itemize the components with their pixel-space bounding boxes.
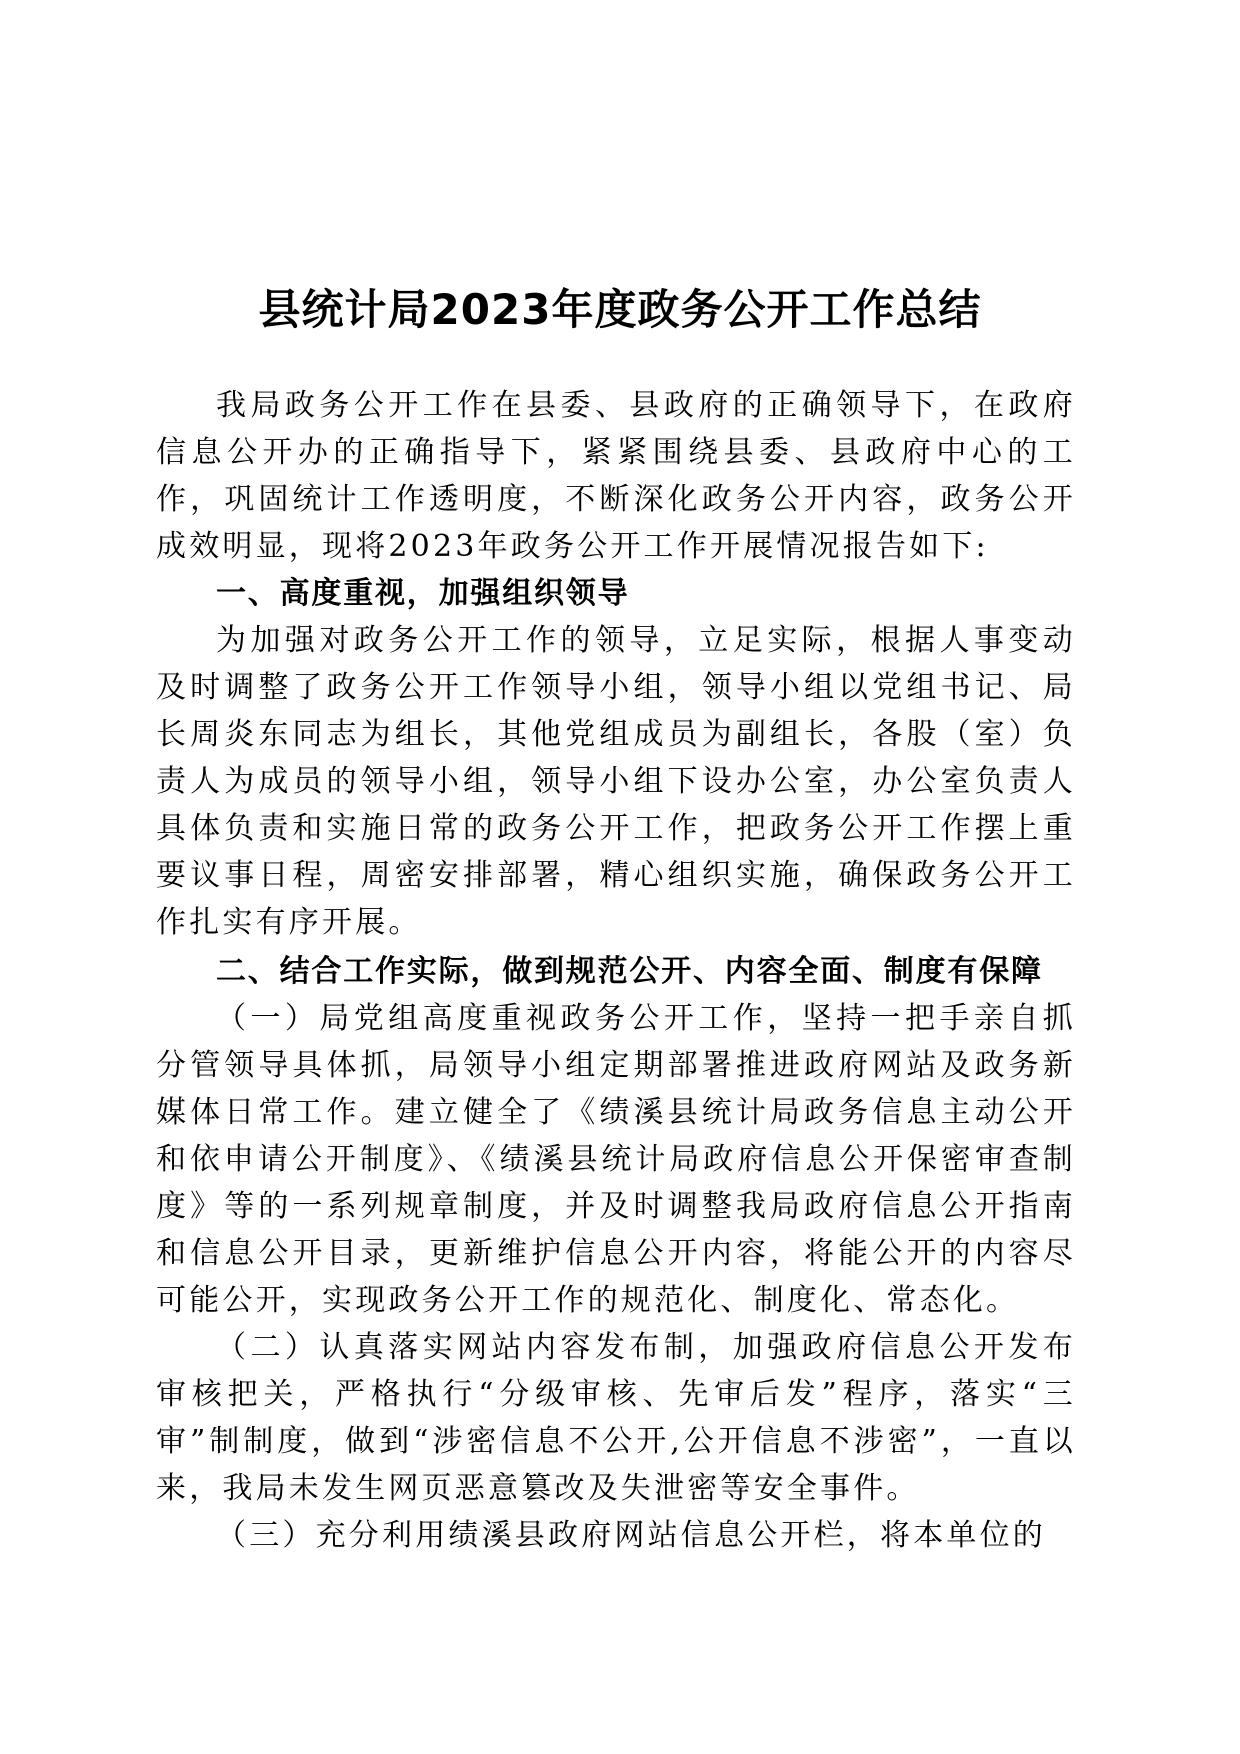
section-2-item-3: （三）充分利用绩溪县政府网站信息公开栏，将本单位的	[216, 1518, 1046, 1553]
section-2-item-1: （一）局党组高度重视政务公开工作，坚持一把手亲自抓分管领导具体抓，局领导小组定期部署推进政府网站及政务新媒体日常工作。建立健全了《绩溪县统计局政务信息主动公开和依申请公开制度》、《绩溪县统计局政府信息公开保密审查制度》等的一系列规章制度，并及时调整我局政府信息公开指南和信息公开目录，更新维护信息公开内容，将能公开的内容尽可能公开，实现政务公开工作的规范化、制度化、常态化。	[156, 1001, 1076, 1318]
intro-paragraph: 我局政务公开工作在县委、县政府的正确领导下，在政府信息公开办的正确指导下，紧紧围绕县委、县政府中心的工作，巩固统计工作透明度，不断深化政务公开内容，政务公开成效明显，现将2023年政务公开工作开展情况报告如下:	[156, 388, 1076, 564]
document-title: 县统计局2023年度政务公开工作总结	[258, 285, 982, 335]
section-1-paragraph: 为加强对政务公开工作的领导，立足实际，根据人事变动及时调整了政务公开工作领导小组，领导小组以党组书记、局长周炎东同志为组长，其他党组成员为副组长，各股（室）负责人为成员的领导小组，领导小组下设办公室，办公室负责人具体负责和实施日常的政务公开工作，把政务公开工作摆上重要议事日程，周密安排部署，精心组织实施，确保政务公开工作扎实有序开展。	[156, 623, 1076, 940]
document-body	[156, 382, 1076, 1559]
section-2-heading: 二、结合工作实际，做到规范公开、内容全面、制度有保障	[216, 954, 1043, 989]
section-1-heading: 一、高度重视，加强组织领导	[216, 576, 630, 611]
section-2-item-2: （二）认真落实网站内容发布制，加强政府信息公开发布审核把关，严格执行“分级审核、先审后发”程序，落实“三审”制制度，做到“涉密信息不公开,公开信息不涉密”，一直以来，我局未发生网页恶意篡改及失泄密等安全事件。	[156, 1330, 1076, 1506]
